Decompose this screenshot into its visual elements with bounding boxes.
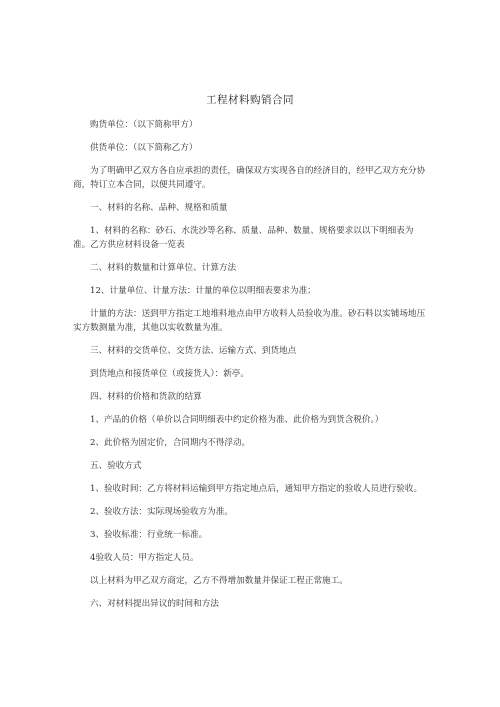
section-heading-2: 二、材料的数量和计算单位、计算方法 bbox=[90, 263, 237, 273]
paragraph-fixed-price: 2、此价格为固定价，合同期内不得浮动。 bbox=[90, 438, 251, 448]
document-body bbox=[73, 118, 427, 620]
paragraph-inspection-method: 2、验收方法：实际现场验收方为准。 bbox=[90, 507, 233, 517]
paragraph-price: 1、产品的价格（单价以合同明细表中约定价格为准、此价格为到货含税价。） bbox=[90, 415, 384, 425]
section-heading-6: 六、对材料提出异议的时间和方法 bbox=[90, 599, 219, 609]
section-heading-3: 三、材料的交货单位、交货方法、运输方式、到货地点 bbox=[90, 346, 297, 356]
paragraph-inspection-standard: 3、验收标准：行业统一标准。 bbox=[90, 530, 208, 540]
paragraph-material-names: 1、材料的名称：砂石、水洗沙等名称、质量、品种、数量、规格要求以以下明细表为准。乙方供应材料设备一览表 bbox=[73, 226, 414, 250]
section-heading-1: 一、材料的名称、品种、规格和质量 bbox=[90, 203, 228, 213]
paragraph-inspection-personnel: 4验收人员：甲方指定人员。 bbox=[90, 553, 199, 563]
paragraph-delivery-place: 到货地点和接货单位（或接货人）：新亭。 bbox=[90, 369, 249, 379]
document-title: 工程材料购销合同 bbox=[206, 94, 294, 106]
paragraph-measurement: 计量的方法：送到甲方指定工地堆料地点由甲方收料人员验收为准。砂石料以实铺场地压实方数测量为准，其他以实收数量为准。 bbox=[73, 309, 426, 333]
paragraph-supplier: 供货单位：（以下简称乙方） bbox=[90, 143, 198, 153]
section-heading-4: 四、材料的价格和货款的结算 bbox=[90, 392, 202, 402]
paragraph-preamble: 为了明确甲乙双方各自应承担的责任，确保双方实现各自的经济目的，经甲乙双方充分协商，特订立本合同，以便共同遵守。 bbox=[73, 166, 426, 190]
paragraph-buyer: 购货单位：（以下简称甲方） bbox=[90, 120, 198, 130]
section-heading-5: 五、验收方式 bbox=[90, 461, 142, 471]
paragraph-inspection-time: 1、验收时间：乙方将材料运输到甲方指定地点后，通知甲方指定的验收人员进行验收。 bbox=[90, 484, 423, 494]
paragraph-units: 12、计量单位、计量方法：计量的单位以明细表要求为准； bbox=[90, 286, 316, 296]
paragraph-agreement-note: 以上材料为甲乙双方商定，乙方不得增加数量并保证工程正常施工。 bbox=[90, 576, 348, 586]
